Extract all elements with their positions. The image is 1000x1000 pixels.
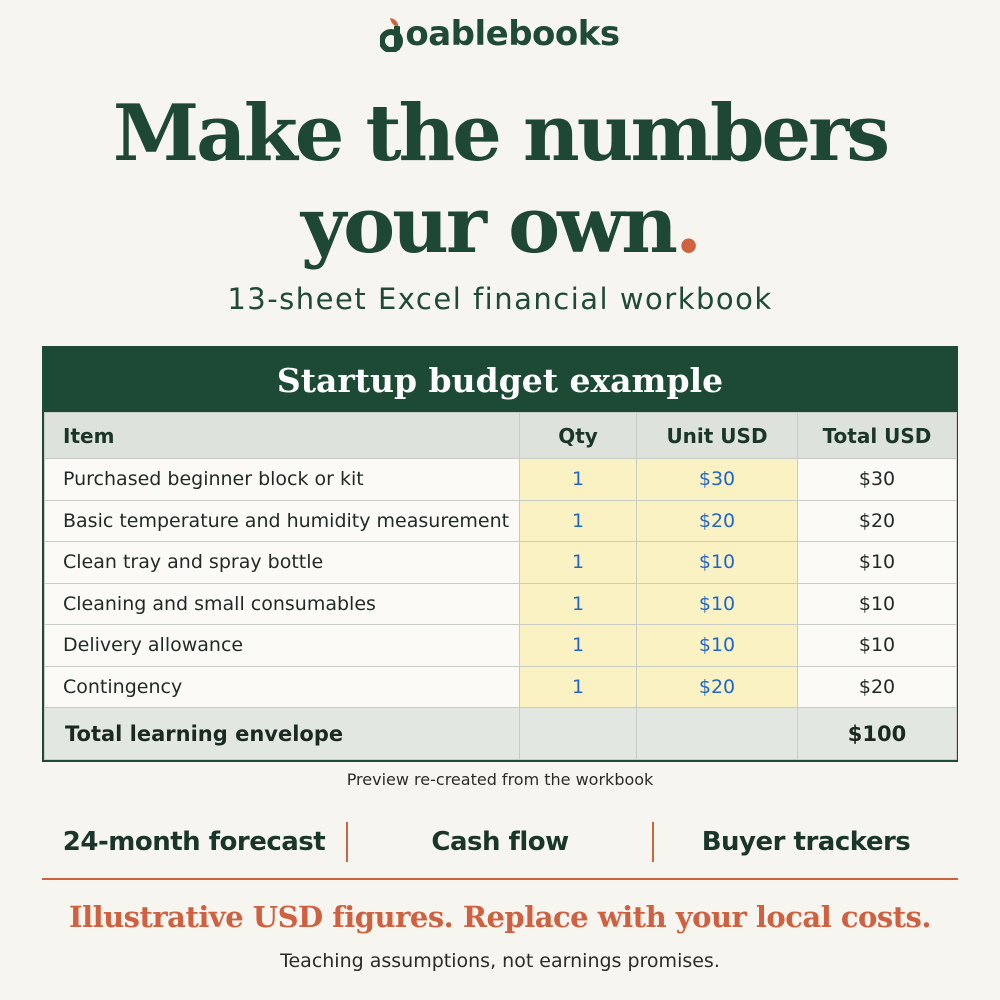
summary-unit-empty bbox=[637, 708, 798, 760]
unit-input-cell[interactable]: $10 bbox=[637, 625, 798, 667]
summary-qty-empty bbox=[520, 708, 637, 760]
feature-forecast: 24-month forecast bbox=[62, 827, 326, 857]
qty-input-cell[interactable]: 1 bbox=[520, 459, 637, 501]
header-qty: Qty bbox=[520, 413, 637, 459]
table-row bbox=[45, 459, 957, 501]
feature-buyer-trackers: Buyer trackers bbox=[701, 827, 911, 857]
table-header-row bbox=[45, 413, 957, 459]
feature-list bbox=[42, 820, 958, 864]
leaf-d-icon bbox=[380, 16, 404, 52]
qty-input-cell[interactable]: 1 bbox=[520, 500, 637, 542]
unit-input-cell[interactable]: $20 bbox=[637, 500, 798, 542]
table-row bbox=[45, 625, 957, 667]
row-item: Contingency bbox=[45, 666, 520, 708]
table-row bbox=[45, 542, 957, 584]
feature-cash-flow: Cash flow bbox=[431, 827, 569, 857]
row-item: Cleaning and small consumables bbox=[45, 583, 520, 625]
headline-line-2 bbox=[0, 180, 1000, 272]
brand-name: oablebooks bbox=[405, 14, 620, 54]
unit-input-cell[interactable]: $10 bbox=[637, 583, 798, 625]
row-item: Clean tray and spray bottle bbox=[45, 542, 520, 584]
row-item: Purchased beginner block or kit bbox=[45, 459, 520, 501]
row-item: Basic temperature and humidity measurement bbox=[45, 500, 520, 542]
unit-input-cell[interactable]: $30 bbox=[637, 459, 798, 501]
budget-table bbox=[44, 412, 957, 760]
qty-input-cell[interactable]: 1 bbox=[520, 583, 637, 625]
row-total: $10 bbox=[798, 625, 957, 667]
divider-rule bbox=[42, 878, 958, 880]
row-item: Delivery allowance bbox=[45, 625, 520, 667]
qty-input-cell[interactable]: 1 bbox=[520, 625, 637, 667]
table-row bbox=[45, 666, 957, 708]
footnote: Teaching assumptions, not earnings promises. bbox=[280, 950, 720, 972]
headline-line-2-text: your own bbox=[300, 180, 676, 271]
unit-input-cell[interactable]: $20 bbox=[637, 666, 798, 708]
row-total: $10 bbox=[798, 583, 957, 625]
header-unit-usd: Unit USD bbox=[637, 413, 798, 459]
summary-total: $100 bbox=[798, 708, 957, 760]
summary-row bbox=[45, 708, 957, 760]
row-total: $20 bbox=[798, 666, 957, 708]
qty-input-cell[interactable]: 1 bbox=[520, 666, 637, 708]
header-item: Item bbox=[45, 413, 520, 459]
preview-caption: Preview re-created from the workbook bbox=[346, 770, 654, 789]
budget-table-card bbox=[42, 346, 958, 762]
subhead: 13-sheet Excel financial workbook bbox=[227, 282, 773, 316]
header-total-usd: Total USD bbox=[798, 413, 957, 459]
table-title: Startup budget example bbox=[44, 348, 956, 412]
table-row bbox=[45, 500, 957, 542]
row-total: $30 bbox=[798, 459, 957, 501]
brand-logo bbox=[0, 14, 1000, 54]
disclaimer: Illustrative USD figures. Replace with your local costs. bbox=[69, 900, 931, 934]
summary-label: Total learning envelope bbox=[45, 708, 520, 760]
headline bbox=[0, 88, 1000, 272]
row-total: $20 bbox=[798, 500, 957, 542]
row-total: $10 bbox=[798, 542, 957, 584]
headline-dot: . bbox=[675, 180, 700, 271]
qty-input-cell[interactable]: 1 bbox=[520, 542, 637, 584]
unit-input-cell[interactable]: $10 bbox=[637, 542, 798, 584]
headline-line-1: Make the numbers bbox=[112, 88, 888, 179]
table-row bbox=[45, 583, 957, 625]
